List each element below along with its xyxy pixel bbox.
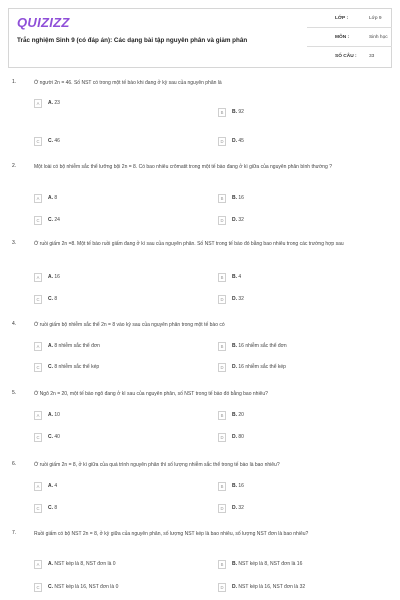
question-number: 1. (12, 79, 17, 85)
option-d[interactable] (218, 504, 368, 514)
option-letter-box[interactable]: C (34, 363, 42, 372)
option-text: 16 (54, 274, 60, 280)
option-letter-box[interactable]: D (218, 504, 226, 513)
option-a[interactable] (34, 411, 184, 421)
option-text: 80 (238, 434, 244, 440)
option-text: 20 (238, 412, 244, 418)
option-text: 45 (238, 138, 244, 144)
option-a[interactable] (34, 273, 184, 283)
option-a[interactable] (34, 99, 184, 109)
option-label: C. (48, 217, 53, 223)
option-letter-box[interactable]: B (218, 342, 226, 351)
option-label: C. (48, 505, 53, 511)
question-text: Một loài có bộ nhiễm sắc thể lưỡng bội 2n = 8. Có bao nhiêu crômatit trong một tế bào đang ở kì giữa của nguyên phân bình thường ? (34, 164, 332, 170)
meta-row-class (307, 9, 392, 28)
option-d[interactable] (218, 295, 368, 305)
meta-value: Sinh học (369, 35, 388, 40)
option-b[interactable] (218, 108, 368, 118)
option-letter-box[interactable]: C (34, 137, 42, 146)
option-b[interactable] (218, 560, 368, 570)
option-c[interactable] (34, 216, 184, 226)
option-letter-box[interactable]: A (34, 342, 42, 351)
option-label: A. (48, 100, 53, 106)
option-b[interactable] (218, 194, 368, 204)
meta-key: MÔN : (335, 35, 350, 40)
question-number: 3. (12, 240, 17, 246)
meta-key: LỚP : (335, 16, 349, 21)
worksheet-meta (307, 9, 392, 67)
option-a[interactable] (34, 194, 184, 204)
option-letter-box[interactable]: D (218, 583, 226, 592)
option-text: 8 nhiễm sắc thể đơn (54, 343, 100, 349)
question-number: 6. (12, 461, 17, 467)
option-text: 8 nhiễm sắc thể kép (54, 364, 100, 370)
option-label: A. (48, 412, 53, 418)
option-text: 4 (54, 483, 58, 489)
question-number: 5. (12, 390, 17, 396)
meta-value: Lớp 9 (369, 16, 382, 21)
option-text: 24 (54, 217, 60, 223)
option-label: A. (48, 195, 53, 201)
option-a[interactable] (34, 560, 184, 570)
option-letter-box[interactable]: D (218, 295, 226, 304)
option-label: B. (232, 195, 237, 201)
option-text: 92 (238, 109, 244, 115)
option-letter-box[interactable]: D (218, 216, 226, 225)
option-b[interactable] (218, 411, 368, 421)
option-text: NST kép là 16, NST đơn là 32 (238, 584, 306, 590)
option-label: B. (232, 343, 237, 349)
option-text: 32 (238, 296, 244, 302)
option-label: B. (232, 483, 237, 489)
option-text: NST kép là 16, NST đơn là 0 (54, 584, 119, 590)
option-label: D. (232, 364, 237, 370)
option-text: 8 (54, 195, 58, 201)
option-letter-box[interactable]: C (34, 295, 42, 304)
option-letter-box[interactable]: B (218, 108, 226, 117)
option-text: 16 (238, 195, 244, 201)
meta-value: 33 (369, 54, 375, 59)
option-text: 40 (54, 434, 60, 440)
question-text: Ở ruồi giấm 2n = 8, ở kì giữa của quá trình nguyên phân thì số lượng nhiễm sắc thể trong tế bào là bao nhiêu? (34, 462, 280, 468)
option-text: NST kép là 8, NST đơn là 0 (54, 561, 116, 567)
option-letter-box[interactable]: A (34, 194, 42, 203)
worksheet-title: Trắc nghiệm Sinh 9 (có đáp án): Các dạng bài tập nguyên phân và giảm phân (17, 37, 248, 44)
option-letter-box[interactable]: A (34, 273, 42, 282)
worksheet-header (8, 8, 392, 68)
question-text: Ruồi giấm có bộ NST 2n = 8, ở kỳ giữa của nguyên phân, số lượng NST kép là bao nhiêu, số lượng NST đơn là bao nhiêu? (34, 531, 309, 537)
option-label: D. (232, 584, 237, 590)
meta-key: SỐ CÂU : (335, 54, 357, 59)
option-text: 23 (54, 100, 60, 106)
option-letter-box[interactable]: C (34, 433, 42, 442)
option-letter-box[interactable]: B (218, 194, 226, 203)
quizizz-logo: QUIZIZZ (17, 15, 70, 30)
option-label: D. (232, 434, 237, 440)
option-label: B. (232, 412, 237, 418)
option-letter-box[interactable]: A (34, 482, 42, 491)
option-letter-box[interactable]: B (218, 482, 226, 491)
question-text: Ở Ngô 2n = 20, một tế bào ngô đang ở kì sau của nguyên phân, số NST trong tế bào đó bằng bao nhiêu? (34, 391, 268, 397)
option-c[interactable] (34, 504, 184, 514)
option-text: 8 (54, 296, 58, 302)
option-text: 4 (238, 274, 242, 280)
option-d[interactable] (218, 583, 368, 593)
option-c[interactable] (34, 583, 184, 593)
option-label: B. (232, 561, 237, 567)
option-b[interactable] (218, 482, 368, 492)
question-text: Ở ruồi giấm 2n =8. Một tế bào ruồi giấm đang ở kì sau của nguyên phân. Số NST trong tế bào đó bằng bao nhiêu trong các trường hợp sau (34, 241, 344, 247)
option-letter-box[interactable]: D (218, 137, 226, 146)
option-label: A. (48, 343, 53, 349)
option-letter-box[interactable]: D (218, 363, 226, 372)
option-a[interactable] (34, 342, 184, 352)
question-number: 4. (12, 321, 17, 327)
meta-row-count (307, 47, 392, 66)
option-label: C. (48, 584, 53, 590)
question-number: 2. (12, 163, 17, 169)
option-b[interactable] (218, 273, 368, 283)
option-text: 16 nhiễm sắc thể kép (238, 364, 286, 370)
option-label: D. (232, 296, 237, 302)
option-letter-box[interactable]: D (218, 433, 226, 442)
option-letter-box[interactable]: C (34, 216, 42, 225)
option-c[interactable] (34, 137, 184, 147)
option-text: 32 (238, 217, 244, 223)
option-a[interactable] (34, 482, 184, 492)
question-number: 7. (12, 530, 17, 536)
option-text: 32 (238, 505, 244, 511)
option-label: A. (48, 483, 53, 489)
option-label: A. (48, 561, 53, 567)
option-label: D. (232, 138, 237, 144)
option-d[interactable] (218, 137, 368, 147)
option-label: C. (48, 434, 53, 440)
option-letter-box[interactable]: C (34, 504, 42, 513)
option-label: C. (48, 296, 53, 302)
option-d[interactable] (218, 433, 368, 443)
option-letter-box[interactable]: B (218, 411, 226, 420)
option-text: 10 (54, 412, 60, 418)
option-label: B. (232, 274, 237, 280)
option-letter-box[interactable]: B (218, 273, 226, 282)
option-b[interactable] (218, 342, 368, 352)
option-text: 16 (238, 483, 244, 489)
meta-row-subject (307, 28, 392, 47)
option-c[interactable] (34, 295, 184, 305)
option-text: 8 (54, 505, 58, 511)
option-c[interactable] (34, 433, 184, 443)
option-c[interactable] (34, 363, 184, 373)
option-label: D. (232, 217, 237, 223)
option-label: B. (232, 109, 237, 115)
option-text: NST kép là 8, NST đơn là 16 (238, 561, 303, 567)
option-d[interactable] (218, 216, 368, 226)
option-text: 46 (54, 138, 60, 144)
option-letter-box[interactable]: C (34, 583, 42, 592)
option-letter-box[interactable]: A (34, 411, 42, 420)
question-text: Ở ruồi giấm bộ nhiễm sắc thể 2n = 8 vào kỳ sau của nguyên phân trong một tế bào có (34, 322, 225, 328)
option-label: D. (232, 505, 237, 511)
option-label: C. (48, 138, 53, 144)
option-d[interactable] (218, 363, 368, 373)
question-text: Ở người 2n = 46. Số NST có trong một tế bào khi đang ở kỳ sau của nguyên phân là (34, 80, 222, 86)
option-text: 16 nhiễm sắc thể đơn (238, 343, 287, 349)
option-letter-box[interactable]: A (34, 560, 42, 569)
option-label: C. (48, 364, 53, 370)
option-letter-box[interactable]: B (218, 560, 226, 569)
option-label: A. (48, 274, 53, 280)
option-letter-box[interactable]: A (34, 99, 42, 108)
